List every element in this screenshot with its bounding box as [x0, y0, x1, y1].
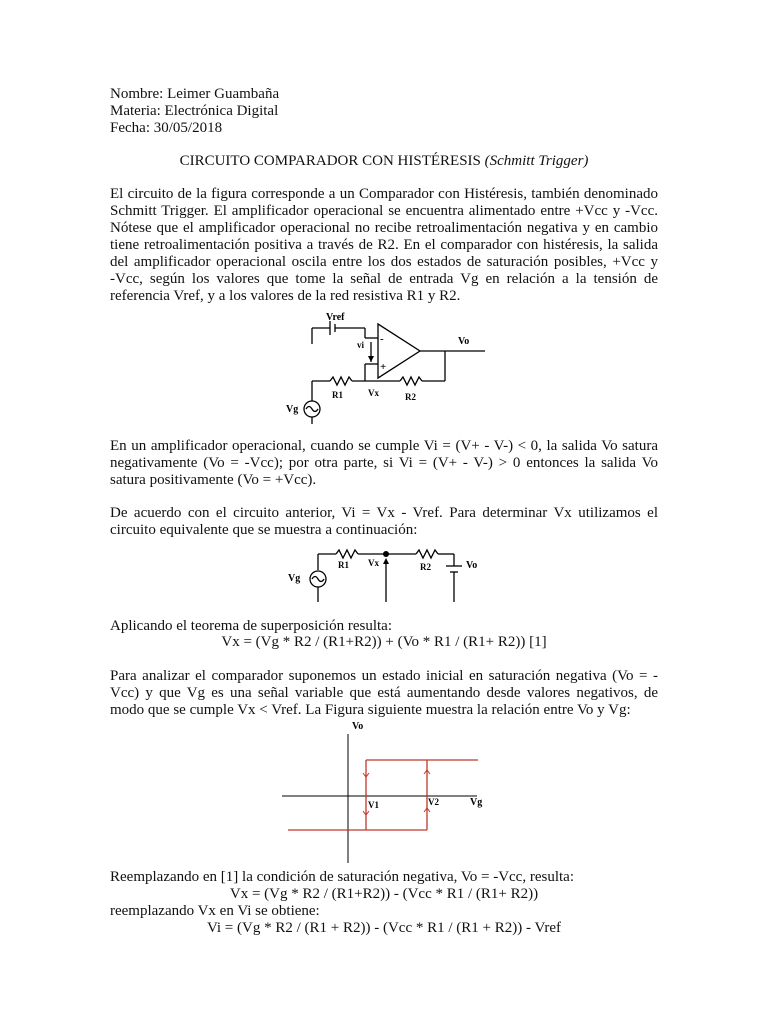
- equivalent-circuit: [280, 542, 500, 612]
- para4-line: Vcc) y que Vg es una señal variable que está aumentando desde valores negativos, de: [110, 685, 658, 701]
- schmitt-trigger-circuit: [280, 306, 500, 426]
- document-title: [0, 153, 768, 170]
- subject: Materia: Electrónica Digital: [110, 103, 279, 119]
- intro-line: tiene retroalimentación positiva a través de R2. En el comparador con histéresis, la salida: [110, 237, 658, 253]
- intro-line: referencia Vref, y a los valores de la red resistiva R1 y R2.: [110, 288, 461, 304]
- date: Fecha: 30/05/2018: [110, 120, 223, 136]
- para4-line: Para analizar el comparador suponemos un estado inicial en saturación negativa (Vo = -: [110, 668, 658, 684]
- label-vo: Vo: [458, 336, 470, 347]
- intro-line: del amplificador operacional oscila entre los dos estados de saturación posibles, +Vcc y: [110, 254, 658, 270]
- equation-1: Vx = (Vg * R2 / (R1+R2)) + (Vo * R1 / (R1+ R2)) [1]: [221, 634, 547, 650]
- label-minus: -: [380, 333, 384, 345]
- hysteresis-plot: [282, 720, 492, 865]
- para2-line: negativamente (Vo = -Vcc); por otra parte, si Vi = (V+ - V-) > 0 entonces la salida Vo: [110, 455, 658, 471]
- superposition-intro: Aplicando el teorema de superposición resulta:: [110, 618, 392, 634]
- label-vo: Vo: [352, 721, 364, 732]
- label-r2: R2: [420, 562, 431, 572]
- title-sub: (Schmitt Trigger): [484, 153, 589, 169]
- label-r1: R1: [332, 390, 343, 400]
- label-v1: V1: [368, 800, 379, 810]
- label-vx: Vx: [368, 558, 379, 568]
- equation-2: Vx = (Vg * R2 / (R1+R2)) - (Vcc * R1 / (R1+ R2)): [229, 886, 539, 902]
- para2-line: En un amplificador operacional, cuando se cumple Vi = (V+ - V-) < 0, la salida Vo satura: [110, 438, 658, 454]
- label-vx: Vx: [368, 388, 379, 398]
- label-r1: R1: [338, 560, 349, 570]
- label-vi: vi: [357, 340, 365, 350]
- hysteresis-loop: [288, 760, 478, 830]
- label-r2: R2: [405, 392, 416, 402]
- label-vg: Vg: [470, 797, 483, 808]
- intro-line: Nótese que el amplificador operacional no recibe retroalimentación negativa y en cambio: [110, 220, 658, 236]
- para5-line2: reemplazando Vx en Vi se obtiene:: [110, 903, 320, 919]
- para3-line: circuito equivalente que se muestra a continuación:: [110, 522, 418, 538]
- label-vref: Vref: [326, 312, 345, 323]
- para2-line: satura positivamente (Vo = +Vcc).: [110, 472, 317, 488]
- para3-line: De acuerdo con el circuito anterior, Vi = Vx - Vref. Para determinar Vx utilizamos el: [110, 505, 658, 521]
- para4-line: modo que se cumple Vx < Vref. La Figura siguiente muestra la relación entre Vo y Vg:: [110, 702, 631, 718]
- equation-3: Vi = (Vg * R2 / (R1 + R2)) - (Vcc * R1 / (R1 + R2)) - Vref: [206, 920, 562, 936]
- label-vg: Vg: [286, 404, 299, 415]
- intro-line: Schmitt Trigger. El amplificador operacional se encuentra alimentado entre +Vcc y -Vcc.: [110, 203, 658, 219]
- para5-line1: Reemplazando en [1] la condición de saturación negativa, Vo = -Vcc, resulta:: [110, 869, 574, 885]
- student-name: Nombre: Leimer Guambaña: [110, 86, 280, 102]
- label-v2: V2: [428, 797, 439, 807]
- label-plus: +: [380, 361, 387, 373]
- label-vg: Vg: [288, 573, 301, 584]
- intro-line: El circuito de la figura corresponde a un Comparador con Histéresis, también denominado: [110, 186, 658, 202]
- intro-line: -Vcc, según los valores que tome la señal de entrada Vg en relación a la tensión de: [110, 271, 658, 287]
- label-vo: Vo: [466, 560, 478, 571]
- title-main: CIRCUITO COMPARADOR CON HISTÉRESIS: [179, 153, 481, 169]
